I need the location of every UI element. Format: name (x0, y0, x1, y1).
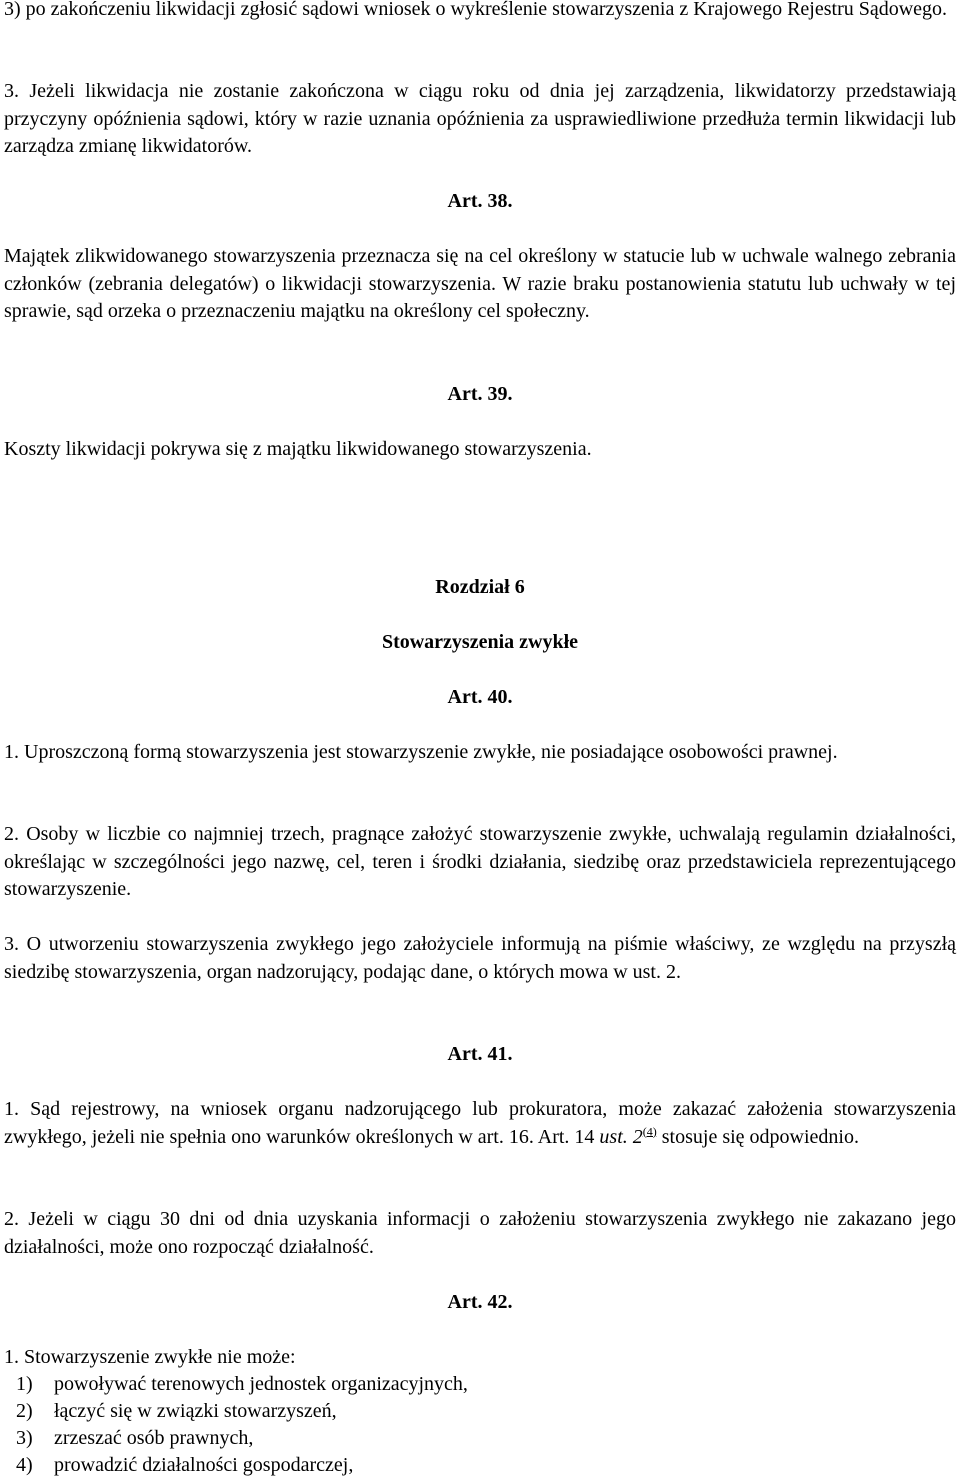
art41-p1-italic: ust. 2 (599, 1125, 643, 1148)
art41-paragraph-2: 2. Jeżeli w ciągu 30 dni od dnia uzyskania informacji o założeniu stowarzyszenia zwykłego nie zakazano jego działalności, może ono rozpocząć działalność. (4, 1208, 956, 1258)
art40-heading: Art. 40. (447, 686, 513, 708)
art41-heading: Art. 41. (447, 1043, 513, 1065)
art41-paragraph-1 (4, 1096, 956, 1151)
art40-paragraph-2: 2. Osoby w liczbie co najmniej trzech, pragnące założyć stowarzyszenie zwykłe, uchwalają regulamin działalności, określając w szczególności jego nazwę, cel, teren i środki działania, siedzibę oraz przedstawiciela reprezentującego stowarzyszenie. (4, 823, 956, 900)
art38-text: Majątek zlikwidowanego stowarzyszenia przeznacza się na cel określony w statucie lub w uchwale walnego zebrania członków (zebrania delegatów) o likwidacji stowarzyszenia. W razie braku postanowienia statutu lub uchwały w tej sprawie, sąd orzeka o przeznaczeniu majątku na określony cel społeczny. (4, 245, 956, 322)
footnote-link[interactable]: (4) (642, 1123, 657, 1138)
list-item: 2) łączyć się w związki stowarzyszeń, (16, 1400, 337, 1422)
art38-heading: Art. 38. (447, 190, 513, 212)
art39-heading: Art. 39. (447, 383, 513, 405)
art39-text: Koszty likwidacji pokrywa się z majątku likwidowanego stowarzyszenia. (4, 438, 592, 460)
list-item: 1) powoływać terenowych jednostek organizacyjnych, (16, 1373, 468, 1395)
art40-paragraph-1: 1. Uproszczoną formą stowarzyszenia jest stowarzyszenie zwykłe, nie posiadające osobowości prawnej. (4, 741, 838, 763)
chapter-title: Stowarzyszenia zwykłe (381, 631, 579, 653)
list-item: 3) zrzeszać osób prawnych, (16, 1427, 254, 1449)
art42-intro: 1. Stowarzyszenie zwykłe nie może: (4, 1346, 296, 1368)
art37-item-3: 3) po zakończeniu likwidacji zgłosić sądowi wniosek o wykreślenie stowarzyszenia z Krajowego Rejestru Sądowego. (4, 0, 948, 20)
art40-paragraph-3: 3. O utworzeniu stowarzyszenia zwykłego jego założyciele informują na piśmie właściwy, ze względu na przyszłą siedzibę stowarzyszenia, organ nadzorujący, podając dane, o których mowa w ust. 2. (4, 933, 956, 983)
art41-p1-text: 1. Sąd rejestrowy, na wniosek organu nadzorującego lub prokuratora, może zakazać założenia stowarzyszenia zwykłego, jeżeli nie spełnia ono warunków określonych w art. 16. Art. 14 (4, 1098, 956, 1148)
chapter-number: Rozdział 6 (435, 576, 525, 598)
art37-paragraph-3: 3. Jeżeli likwidacja nie zostanie zakończona w ciągu roku od dnia jej zarządzenia, likwidatorzy przedstawiają przyczyny opóźnienia sądowi, który w razie uznania opóźnienia za usprawiedliwione przedłuża termin likwidacji lub zarządza zmianę likwidatorów. (4, 80, 956, 157)
art42-heading: Art. 42. (447, 1291, 513, 1313)
art41-p1-end: stosuje się odpowiednio. (656, 1125, 859, 1148)
list-item: 4) prowadzić działalności gospodarczej, (16, 1454, 354, 1476)
